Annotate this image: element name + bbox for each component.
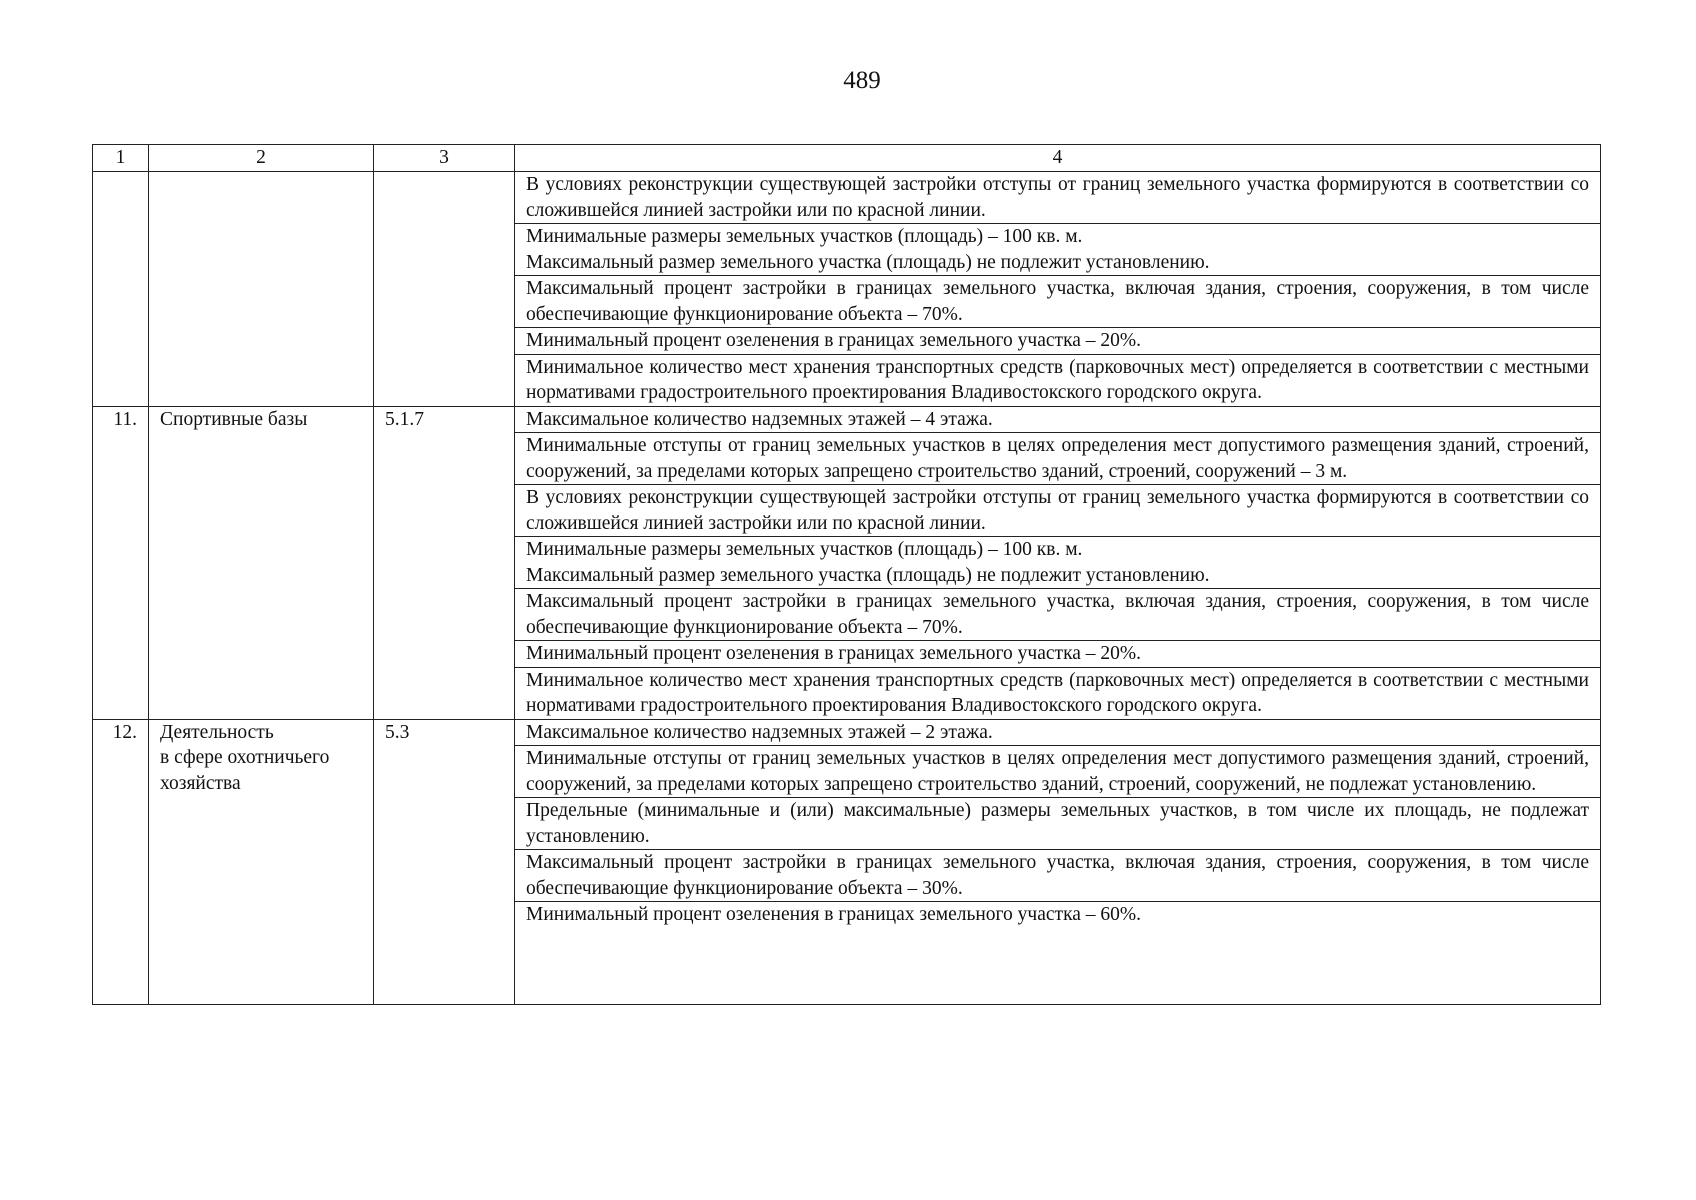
requirement-text: Минимальные отступы от границ земельных участков в целях определения мест допустимого размещения зданий, строений, сооружений, за пределами которых запрещено строительство зданий, строений, сооружений, не подлежат установлению. (515, 746, 1601, 798)
requirement-text: В условиях реконструкции существующей застройки отступы от границ земельного участка формируются в соответствии со сложившейся линией застройки или по красной линии. (515, 485, 1601, 537)
item-number: 12. (93, 719, 149, 1005)
column-header: 1 (93, 145, 149, 172)
column-header: 4 (515, 145, 1601, 172)
item-number: 11. (93, 406, 149, 719)
column-header: 2 (149, 145, 374, 172)
requirement-text: В условиях реконструкции существующей застройки отступы от границ земельного участка формируются в соответствии со сложившейся линией застройки или по красной линии. (515, 172, 1601, 224)
table-row (93, 406, 1601, 433)
requirement-text: Максимальный процент застройки в границах земельного участка, включая здания, строения, сооружения, в том числе обеспечивающие функционирование объекта – 30%. (515, 850, 1601, 902)
requirement-text: Минимальное количество мест хранения транспортных средств (парковочных мест) определяется в соответствии с местными нормативами градостроительного проектирования Владивостокского городского округа. (515, 354, 1601, 406)
requirement-text: Максимальный процент застройки в границах земельного участка, включая здания, строения, сооружения, в том числе обеспечивающие функционирование объекта – 70%. (515, 276, 1601, 328)
use-type-name: Деятельность в сфере охотничьего хозяйства (149, 719, 374, 1005)
table-row (93, 172, 1601, 224)
requirement-text: Минимальный процент озеленения в границах земельного участка – 60%. (515, 902, 1601, 1005)
requirement-text: Минимальные размеры земельных участков (площадь) – 100 кв. м. Максимальный размер земельного участка (площадь) не подлежит установлению. (515, 224, 1601, 276)
item-number (93, 172, 149, 407)
requirement-text: Максимальное количество надземных этажей – 4 этажа. (515, 406, 1601, 433)
requirement-text: Минимальный процент озеленения в границах земельного участка – 20%. (515, 641, 1601, 668)
requirement-text: Минимальные отступы от границ земельных участков в целях определения мест допустимого размещения зданий, строений, сооружений, за пределами которых запрещено строительство зданий, строений, сооружений – 3 м. (515, 433, 1601, 485)
header-row (93, 145, 1601, 172)
use-type-name (149, 172, 374, 407)
page-number: 489 (843, 67, 881, 94)
table-row (93, 719, 1601, 746)
use-type-code: 5.3 (374, 719, 515, 1005)
regulations-table (92, 144, 1601, 1005)
use-type-code (374, 172, 515, 407)
use-type-name: Спортивные базы (149, 406, 374, 719)
requirement-text: Максимальное количество надземных этажей – 2 этажа. (515, 719, 1601, 746)
requirement-text: Минимальное количество мест хранения транспортных средств (парковочных мест) определяется в соответствии с местными нормативами градостроительного проектирования Владивостокского городского округа. (515, 667, 1601, 719)
requirement-text: Минимальные размеры земельных участков (площадь) – 100 кв. м. Максимальный размер земельного участка (площадь) не подлежит установлению. (515, 537, 1601, 589)
use-type-code: 5.1.7 (374, 406, 515, 719)
requirement-text: Минимальный процент озеленения в границах земельного участка – 20%. (515, 328, 1601, 355)
column-header: 3 (374, 145, 515, 172)
requirement-text: Предельные (минимальные и (или) максимальные) размеры земельных участков, в том числе их площадь, не подлежат установлению. (515, 798, 1601, 850)
requirement-text: Максимальный процент застройки в границах земельного участка, включая здания, строения, сооружения, в том числе обеспечивающие функционирование объекта – 70%. (515, 589, 1601, 641)
